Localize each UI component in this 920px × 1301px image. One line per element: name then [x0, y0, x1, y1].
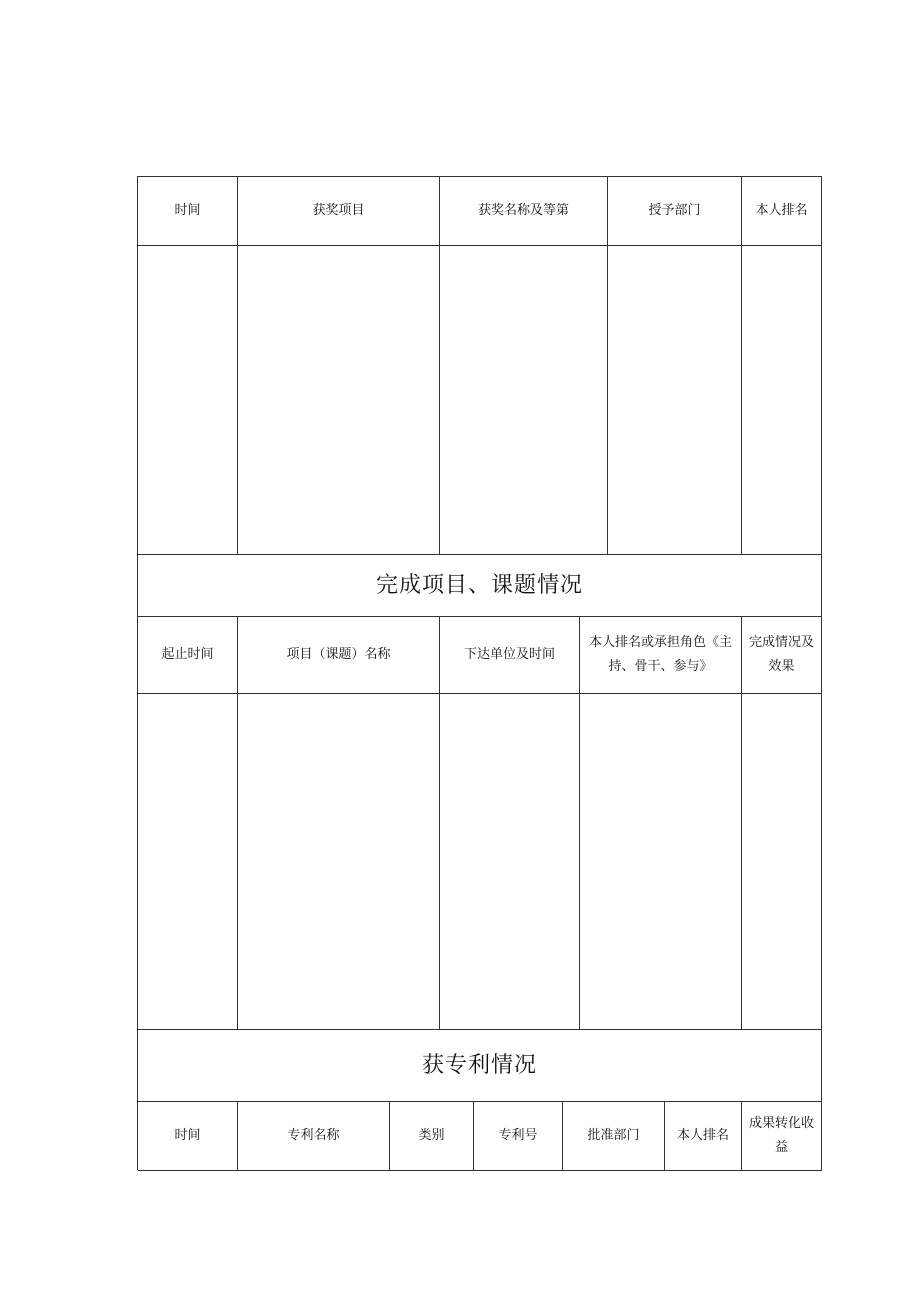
projects-header-name: 项目（课题）名称 — [238, 617, 440, 694]
patents-header-rank: 本人排名 — [665, 1102, 742, 1171]
patents-section-title: 获专利情况 — [138, 1030, 822, 1102]
awards-header-award-name: 获奖名称及等第 — [440, 177, 608, 246]
awards-award-name-cell[interactable] — [440, 246, 608, 555]
patents-header-category: 类别 — [390, 1102, 474, 1171]
projects-name-cell[interactable] — [238, 694, 440, 1030]
patents-header-approver: 批准部门 — [563, 1102, 665, 1171]
awards-entry-row — [138, 246, 822, 555]
awards-header-project: 获奖项目 — [238, 177, 440, 246]
projects-header-period: 起止时间 — [138, 617, 238, 694]
projects-header-issuer: 下达单位及时间 — [440, 617, 580, 694]
application-form-table — [137, 176, 822, 1170]
awards-header-time: 时间 — [138, 177, 238, 246]
projects-result-cell[interactable] — [742, 694, 822, 1030]
patents-header-number: 专利号 — [474, 1102, 563, 1171]
awards-header-rank: 本人排名 — [742, 177, 822, 246]
patents-header-row — [138, 1102, 822, 1171]
projects-role-cell[interactable] — [580, 694, 742, 1030]
awards-header-department: 授予部门 — [608, 177, 742, 246]
projects-header-row — [138, 617, 822, 694]
projects-header-result: 完成情况及效果 — [742, 617, 822, 694]
projects-issuer-cell[interactable] — [440, 694, 580, 1030]
patents-header-time: 时间 — [138, 1102, 238, 1171]
projects-header-role: 本人排名或承担角色《主持、骨干、参与》 — [580, 617, 742, 694]
patents-title-row — [138, 1030, 822, 1102]
projects-period-cell[interactable] — [138, 694, 238, 1030]
projects-title-row — [138, 555, 822, 617]
awards-project-cell[interactable] — [238, 246, 440, 555]
awards-department-cell[interactable] — [608, 246, 742, 555]
projects-section-title: 完成项目、课题情况 — [138, 555, 822, 617]
patents-header-name: 专利名称 — [238, 1102, 390, 1171]
awards-time-cell[interactable] — [138, 246, 238, 555]
awards-header-row — [138, 177, 822, 246]
projects-entry-row — [138, 694, 822, 1030]
patents-header-revenue: 成果转化收益 — [742, 1102, 822, 1171]
awards-rank-cell[interactable] — [742, 246, 822, 555]
